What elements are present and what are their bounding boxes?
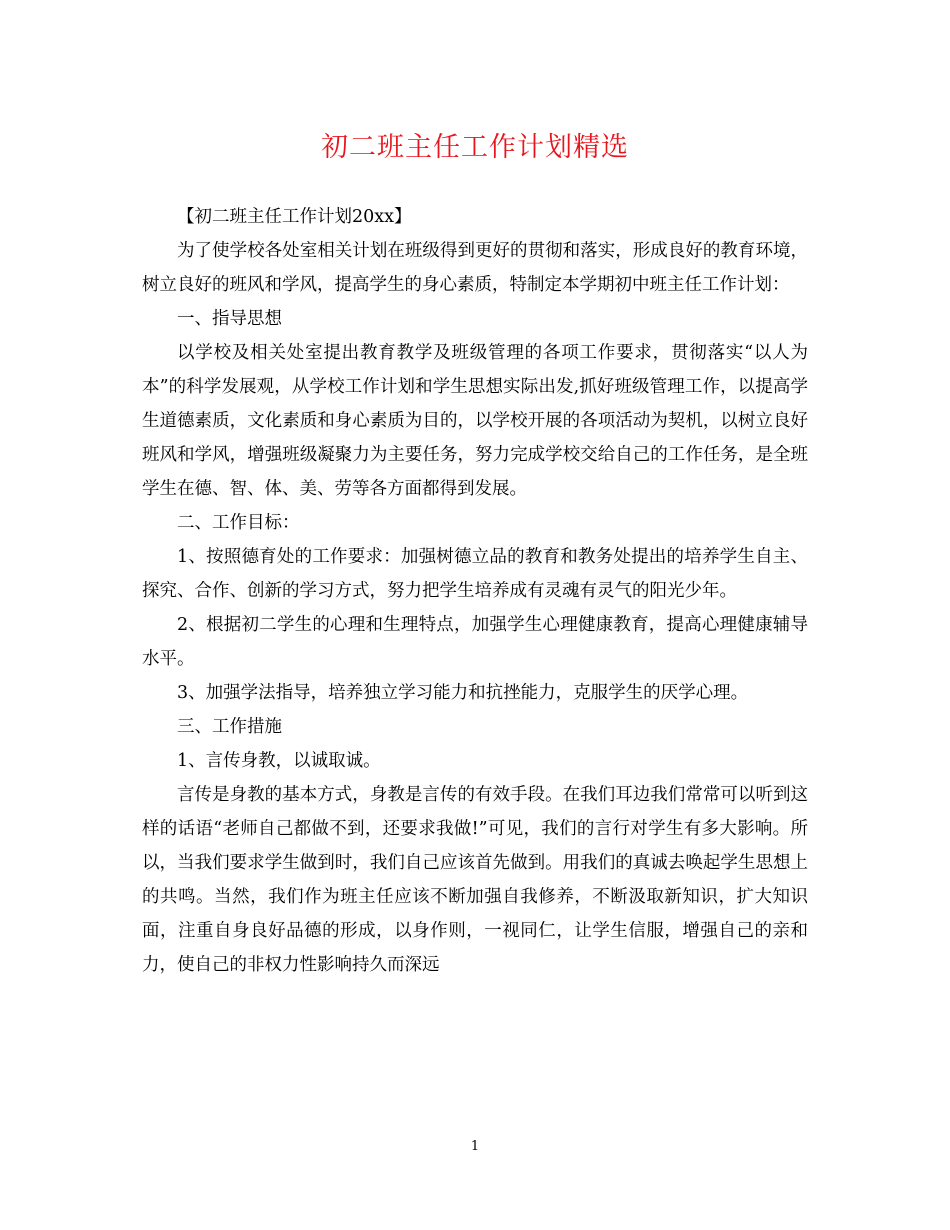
paragraph-measure-1-heading: 1、言传身教，以诚取诚。 [177,751,381,771]
section-heading-work-goals: 二、工作目标： [177,513,300,533]
paragraph-goal-2: 2、根据初二学生的心理和生理特点，加强学生心理健康教育，提高心理健康辅导水平。 [142,615,808,669]
paragraph-goal-1: 1、按照德育处的工作要求：加强树德立品的教育和教务处提出的培养学生自主、探究、合作、创新的学习方式，努力把学生培养成有灵魂有灵气的阳光少年。 [142,547,808,601]
section-heading-work-measures: 三、工作措施 [177,717,282,737]
paragraph-goal-3: 3、加强学法指导，培养独立学习能力和抗挫能力，克服学生的厌学心理。 [177,683,749,703]
document-title: 初二班主任工作计划精选 [321,132,629,163]
document-body [142,200,808,982]
page-number: 1 [470,1139,480,1154]
paragraph-heading-tag: 【初二班主任工作计划20xx】 [177,207,412,227]
paragraph-guiding-ideology: 以学校及相关处室提出教育教学及班级管理的各项工作要求，贯彻落实“以人为本”的科学发展观，从学校工作计划和学生思想实际出发,抓好班级管理工作，以提高学生道德素质，文化素质和身心素质为目的，以学校开展的各项活动为契机，以树立良好班风和学风，增强班级凝聚力为主要任务，努力完成学校交给自己的工作任务，是全班学生在德、智、体、美、劳等各方面都得到发展。 [142,343,808,499]
section-heading-guiding-ideology: 一、指导思想 [177,309,282,329]
paragraph-measure-1-body: 言传是身教的基本方式，身教是言传的有效手段。在我们耳边我们常常可以听到这样的话语“老师自己都做不到，还要求我做!”可见，我们的言行对学生有多大影响。所以，当我们要求学生做到时，我们自己应该首先做到。用我们的真诚去唤起学生思想上的共鸣。当然，我们作为班主任应该不断加强自我修养，不断汲取新知识，扩大知识面，注重自身良好品德的形成，以身作则，一视同仁，让学生信服，增强自己的亲和力，使自己的非权力性影响持久而深远 [142,785,808,975]
paragraph-intro: 为了使学校各处室相关计划在班级得到更好的贯彻和落实，形成良好的教育环境，树立良好的班风和学风，提高学生的身心素质，特制定本学期初中班主任工作计划： [142,241,808,295]
